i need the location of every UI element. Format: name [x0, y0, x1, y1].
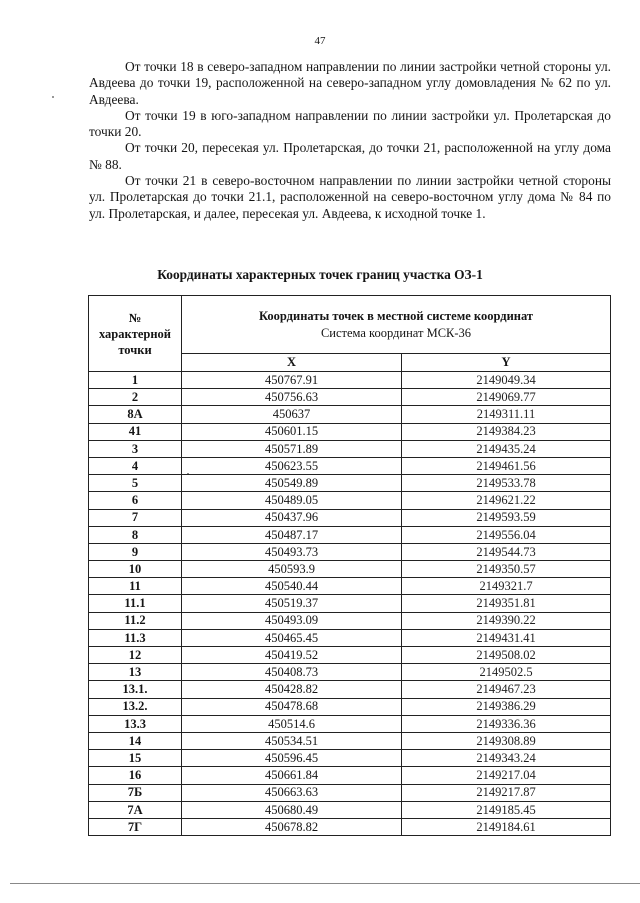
x-coordinate: 450623.55: [182, 457, 402, 474]
point-id: 4: [89, 457, 182, 474]
y-coordinate: 2149556.04: [402, 526, 611, 543]
point-id: 3: [89, 440, 182, 457]
table-row: [89, 561, 611, 578]
y-coordinate: 2149435.24: [402, 440, 611, 457]
y-coordinate: 2149185.45: [402, 801, 611, 818]
y-coordinate: 2149390.22: [402, 612, 611, 629]
table-row: [89, 750, 611, 767]
y-coordinate: 2149069.77: [402, 389, 611, 406]
table-row: [89, 475, 611, 492]
table-body: [89, 372, 611, 836]
y-coordinate: 2149308.89: [402, 732, 611, 749]
x-coordinate: 450549.89: [182, 475, 402, 492]
column-x-header: X: [182, 354, 402, 372]
table-row: [89, 612, 611, 629]
x-coordinate: 450465.45: [182, 629, 402, 646]
scan-speck: [52, 96, 54, 98]
point-id: 16: [89, 767, 182, 784]
table-row: [89, 526, 611, 543]
x-coordinate: 450419.52: [182, 647, 402, 664]
point-id: 11.2: [89, 612, 182, 629]
point-id: 7Г: [89, 818, 182, 835]
x-coordinate: 450519.37: [182, 595, 402, 612]
y-coordinate: 2149343.24: [402, 750, 611, 767]
y-coordinate: 2149508.02: [402, 647, 611, 664]
point-number-header: [89, 296, 182, 372]
x-coordinate: 450678.82: [182, 818, 402, 835]
y-coordinate: 2149049.34: [402, 372, 611, 389]
y-coordinate: 2149431.41: [402, 629, 611, 646]
y-coordinate: 2149351.81: [402, 595, 611, 612]
coordinate-system-name: Система координат МСК-36: [320, 325, 472, 340]
point-id: 2: [89, 389, 182, 406]
y-coordinate: 2149321.7: [402, 578, 611, 595]
paragraph: От точки 18 в северо-западном направлении по линии застройки четной стороны ул. Авдеева до точки 19, расположенной на северо-западном углу домовладения № 62 по ул. Авдеева.: [89, 59, 611, 107]
x-coordinate: 450637: [182, 406, 402, 423]
point-id: 11: [89, 578, 182, 595]
point-id: 13.3: [89, 715, 182, 732]
table-row: [89, 492, 611, 509]
point-id: 11.3: [89, 629, 182, 646]
table-row: [89, 784, 611, 801]
point-id: 10: [89, 561, 182, 578]
point-id: 6: [89, 492, 182, 509]
y-coordinate: 2149384.23: [402, 423, 611, 440]
table-row: [89, 543, 611, 560]
y-coordinate: 2149217.87: [402, 784, 611, 801]
table-row: [89, 681, 611, 698]
y-coordinate: 2149467.23: [402, 681, 611, 698]
x-coordinate: 450534.51: [182, 732, 402, 749]
x-coordinate: 450593.9: [182, 561, 402, 578]
body-text: [89, 59, 611, 222]
table-row: [89, 595, 611, 612]
column-y-header: Y: [402, 354, 611, 372]
page-number: 47: [314, 35, 326, 47]
point-id: 5: [89, 475, 182, 492]
x-coordinate: 450571.89: [182, 440, 402, 457]
table-row: [89, 664, 611, 681]
point-id: 9: [89, 543, 182, 560]
table-row: [89, 629, 611, 646]
y-coordinate: 2149350.57: [402, 561, 611, 578]
point-id: 13.2.: [89, 698, 182, 715]
point-id: 7А: [89, 801, 182, 818]
point-id: 13: [89, 664, 182, 681]
table-row: [89, 372, 611, 389]
point-id: 7: [89, 509, 182, 526]
paragraph: От точки 21 в северо-восточном направлении по линии застройки четной стороны ул. Пролетарская до точки 21.1, расположенной на северо-восточном углу дома № 84 по ул. Пролетарская, и далее, пересекая ул. Авдеева, к исходной точке 1.: [89, 173, 611, 221]
point-id: 41: [89, 423, 182, 440]
y-coordinate: 2149386.29: [402, 698, 611, 715]
table-row: [89, 715, 611, 732]
footer-rule: [10, 883, 640, 884]
y-coordinate: 2149461.56: [402, 457, 611, 474]
y-coordinate: 2149593.59: [402, 509, 611, 526]
x-coordinate: 450408.73: [182, 664, 402, 681]
x-coordinate: 450478.68: [182, 698, 402, 715]
table-row: [89, 509, 611, 526]
coordinate-system-header: [182, 296, 611, 354]
x-coordinate: 450596.45: [182, 750, 402, 767]
x-coordinate: 450756.63: [182, 389, 402, 406]
x-coordinate: 450489.05: [182, 492, 402, 509]
point-id: 1: [89, 372, 182, 389]
y-coordinate: 2149544.73: [402, 543, 611, 560]
x-coordinate: 450493.09: [182, 612, 402, 629]
y-coordinate: 2149184.61: [402, 818, 611, 835]
coordinates-table: [88, 295, 611, 836]
table-row: [89, 423, 611, 440]
y-coordinate: 2149533.78: [402, 475, 611, 492]
y-coordinate: 2149621.22: [402, 492, 611, 509]
paragraph: От точки 20, пересекая ул. Пролетарская, до точки 21, расположенной на углу дома № 88.: [89, 140, 611, 172]
point-id: 7Б: [89, 784, 182, 801]
table-row: [89, 406, 611, 423]
header-line: точки: [118, 342, 152, 357]
point-id: 11.1: [89, 595, 182, 612]
x-coordinate: 450680.49: [182, 801, 402, 818]
x-coordinate: 450540.44: [182, 578, 402, 595]
x-coordinate: 450661.84: [182, 767, 402, 784]
point-id: 13.1.: [89, 681, 182, 698]
point-id: 14: [89, 732, 182, 749]
coordinate-system-title: Координаты точек в местной системе координат: [258, 308, 534, 323]
table-row: [89, 389, 611, 406]
y-coordinate: 2149502.5: [402, 664, 611, 681]
point-id: 15: [89, 750, 182, 767]
point-id: 8А: [89, 406, 182, 423]
table-row: [89, 647, 611, 664]
x-coordinate: 450601.15: [182, 423, 402, 440]
table-row: [89, 440, 611, 457]
table-row: [89, 818, 611, 835]
x-coordinate: 450437.96: [182, 509, 402, 526]
header-line: характерной: [98, 326, 172, 341]
paragraph: От точки 19 в юго-западном направлении по линии застройки ул. Пролетарская до точки 20.: [89, 107, 611, 140]
point-id: 12: [89, 647, 182, 664]
x-coordinate: 450428.82: [182, 681, 402, 698]
y-coordinate: 2149311.11: [402, 406, 611, 423]
table-row: [89, 578, 611, 595]
x-coordinate: 450663.63: [182, 784, 402, 801]
y-coordinate: 2149217.04: [402, 767, 611, 784]
table-row: [89, 732, 611, 749]
point-id: 8: [89, 526, 182, 543]
x-coordinate: 450767.91: [182, 372, 402, 389]
x-coordinate: 450487.17: [182, 526, 402, 543]
header-line: №: [128, 310, 142, 325]
table-title: Координаты характерных точек границ участка ОЗ-1: [157, 267, 483, 282]
table-row: [89, 801, 611, 818]
y-coordinate: 2149336.36: [402, 715, 611, 732]
table-row: [89, 457, 611, 474]
x-coordinate: 450493.73: [182, 543, 402, 560]
x-coordinate: 450514.6: [182, 715, 402, 732]
table-row: [89, 698, 611, 715]
table-row: [89, 767, 611, 784]
